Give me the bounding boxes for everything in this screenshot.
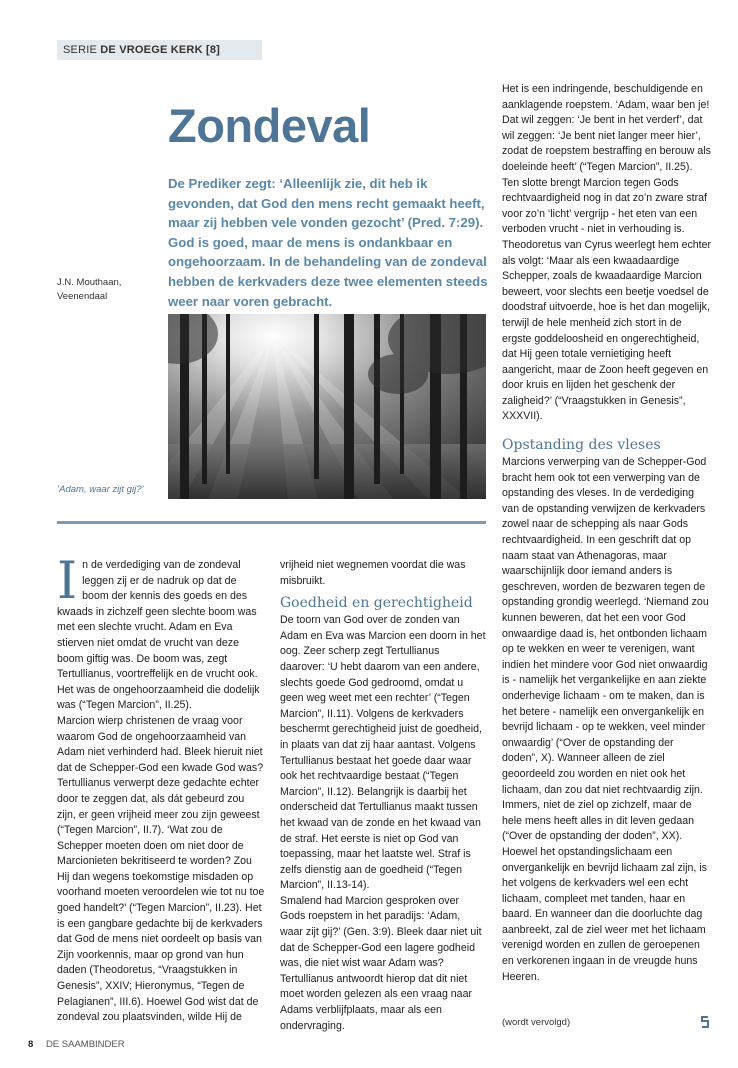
column-2 (280, 558, 486, 1034)
paragraph: Hoewel het opstandingslichaam een onvergankelijk en bevrijd lichaam zal zijn, is het volgens de kerkvaders wel een echt lichaam, compleet met tanden, haar en baard. En wanneer dan die doorluchte dag aanbreekt, zal de ziel weer met het lichaam verenigd worden en zullen de geroepenen en verkorenen ingaan in de vreugde huns Heeren. (502, 845, 707, 983)
series-prefix: SERIE (63, 44, 98, 56)
article-title: Zondeval (168, 99, 371, 152)
author-place: Veenendaal (57, 291, 108, 302)
forest-sunbeams-image (168, 314, 486, 499)
paragraph: Marcions verwerping van de Schepper-God bracht hem ook tot een verwerping van de opstanding des vleses. In de verdediging van de opstanding verwijzen de kerkvaders zowel naar de schepping als naar Gods rechtvaardigheid. In een geschrift dat op naam staat van Athenagoras, maar waarschijnlijk door iemand anders is geschreven, worden de bezwaren tegen de opstanding grondig weerlegd. ‘Niemand zou kunnen beweren, dat het een voor God onwaardige daad is, het ontbonden lichaam op te wekken en weer te verenigen, want indien het mindere voor God niet onwaardig is - namelijk het vergankelijke en aan ziekte onderhevige lichaam - om te maken, dan is het betere - namelijk een onvergankelijk en bevrijd lichaam - op te wekken, veel minder onwaardig’ (“Over de opstanding der doden”, X). Wanneer alleen de ziel geoordeeld zou worden en niet ook het lichaam, dan zou dat niet rechtvaardig zijn. Immers, niet de ziel op zichzelf, maar de hele mens heeft alles in dit leven gedaan (“Over de opstanding der doden”, XX). (502, 456, 709, 843)
paragraph: Ten slotte brengt Marcion tegen Gods rechtvaardigheid nog in dat zo’n zware straf voor zo’n ‘licht’ vergrijp - het eten van een verboden vrucht - niet in verhouding is. Theodoretus van Cyrus weerlegt hem echter als volgt: ‘Maar als een kwaadaardige Schepper, zoals de kwaadaardige Marcion beweert, voor slechts een beetje voedsel de doodstraf uitvoerde, hoe is het dan mogelijk, terwijl de hele menheid zich stort in de ergste goddeloosheid en ongerechtigheid, dat Hij geen totale vernietiging heeft aangericht, maar de Zoon heeft gegeven en door kruis en lijden het geschenk der zaligheid?’ (“Vraagstukken in Genesis”, XXXVII). (502, 176, 712, 423)
series-name: DE VROEGE KERK [8] (100, 44, 221, 56)
forest-photo (168, 314, 486, 499)
series-label (57, 40, 262, 60)
paragraph: Smalend had Marcion gesproken over Gods roepstem in het paradijs: ‘Adam, waar zijt gij?’ (Gen. 3:9). Bleek daar niet uit dat de Schepper-God een lagere godheid was, die niet wist waar Adam was? Tertullianus antwoordt hierop dat dit niet moet worden gelezen als een vraag naar Adams verblijfplaats, maar als een ondervraging. (280, 894, 482, 1032)
subheading: Opstanding des vleses (502, 437, 661, 454)
photo-caption: ‘Adam, waar zijt gij?’ (57, 484, 144, 495)
column-1 (57, 552, 265, 1026)
paragraph: vrijheid niet wegnemen voordat die was misbruikt. (280, 559, 466, 587)
drop-cap: I (57, 552, 78, 611)
paragraph: De toorn van God over de zonden van Adam en Eva was Marcion een doorn in het oog. Zeer scherp zegt Tertullianus daarover: ‘U hebt daarom van een andere, slechts goede God gedroomd, omdat u geen weg weet met een rechter’ (“Tegen Marcion”, II.11). Volgens de kerkvaders beschermt gerechtigheid juist de goedheid, in plaats van dat zij haar aantast. Volgens Tertullianus bestaat het goede daar waar ook het rechtvaardige bestaat (“Tegen Marcion”, II.12). Belangrijk is daarbij het onderscheid dat Tertullianus maakt tussen het kwaad van de zonde en het kwaad van de straf. Het eerste is niet op God van toepassing, maar het laatste wel. Straf is zelfs dienstig aan de goedheid (“Tegen Marcion”, II.13-14). (280, 614, 486, 892)
section-divider (57, 521, 486, 524)
column-3 (502, 82, 712, 985)
magazine-name: DE SAAMBINDER (45, 1039, 125, 1050)
author-name: J.N. Mouthaan, (57, 277, 122, 288)
article-lead: De Prediker zegt: ‘Alleenlijk zie, dit heb ik gevonden, dat God den mens recht gemaakt heeft, maar zij hebben vele vonden gezocht’ (Pred. 7:29). God is goed, maar de mens is ondankbaar en ongehoorzaam. In de behandeling van de zondeval hebben de kerkvaders deze twee elementen steeds weer naar voren gebracht. (168, 176, 488, 309)
end-mark-icon (700, 1015, 710, 1027)
page-number: 8 (28, 1039, 34, 1050)
paragraph: n de verdediging van de zondeval leggen zij er de nadruk op dat de boom der kennis des goeds en des kwaads in zichzelf geen slechte boom was met een slechte vrucht. Adam en Eva stierven niet omdat de vrucht van deze boom giftig was. De boom was, zegt Tertullianus, voortreffelijk en de vrucht ook. Het was de ongehoorzaamheid die dodelijk was (“Tegen Marcion”, II.25). (57, 559, 260, 712)
paragraph: Het is een indringende, beschuldigende en aanklagende roepstem. ‘Adam, waar ben je! Dat wil zeggen: ‘Je bent in het verderf’, dat wil zeggen: ‘Je bent niet langer meer hier’, zodat de roepstem bestraffing en berouw als doeleinde heeft’ (“Tegen Marcion”, II.25). (502, 83, 711, 173)
paragraph: Marcion wierp christenen de vraag voor waarom God de ongehoorzaamheid van Adam niet verhinderd had. Bleek hieruit niet dat de Schepper-God een kwade God was? Tertullianus verwerpt deze gedachte echter door te zeggen dat, als dát gebeurd zou zijn, er geen vrijheid meer zou zijn geweest (“Tegen Marcion”, II.7). ‘Wat zou de Schepper moeten doen om niet door de Marcionieten bekritiseerd te worden? Zou Hij dan wegens toekomstige misdaden op voorhand moeten veroordelen wie tot nu toe goed handelt?’ (“Tegen Marcion”, II.23). Het is een gangbare gedachte bij de kerkvaders dat God de mens niet oordeelt op basis van Zijn voorkennis, maar op grond van hun daden (Theodoretus, “Vraagstukken in Genesis”, XXIV; Hieronymus, “Tegen de Pelagianen”, III.6). Hoewel God wist dat de zondeval zou plaatsvinden, wilde Hij de (57, 714, 265, 1024)
continued-note: (wordt vervolgd) (502, 1017, 571, 1028)
page-footer (28, 1039, 125, 1050)
author-block (57, 276, 121, 304)
subheading: Goedheid en gerechtigheid (280, 595, 473, 612)
